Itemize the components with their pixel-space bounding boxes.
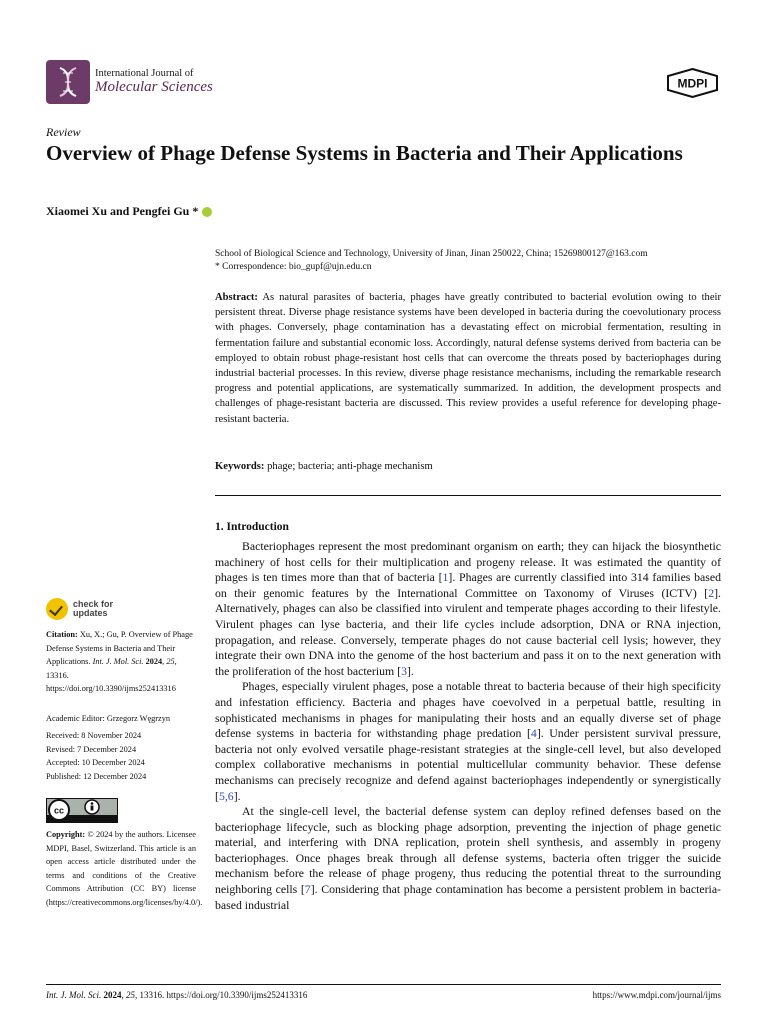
abstract bbox=[215, 290, 721, 427]
received-date: Received: 8 November 2024 bbox=[46, 731, 142, 740]
copyright-block bbox=[46, 828, 203, 909]
paragraph bbox=[215, 539, 721, 679]
paragraph-text: ]. Under persistent survival pressure, bacteria not only evolved versatile phage-resistant strategies at the single-cell level, but also developed complex collaborative mechanisms in potential multicellular community behavior. These defense mechanisms can precisely recognize and defend against bacteriophages independently or synergistically [ bbox=[215, 726, 721, 803]
affiliation-block bbox=[215, 248, 735, 274]
citation-year: 2024 bbox=[145, 657, 163, 666]
paragraph-text: Phages, especially virulent phages, pose a notable threat to bacteria because of their high specificity and infestation efficiency. Bacteria and phages have coevolved in a perpetual battle, resulting in sophisticated mechanisms in phages for manipulating their hosts and an equally diverse set of phage defense systems in bacteria for withstanding phage predation [ bbox=[215, 679, 721, 741]
footer-doi[interactable]: , 13316. https://doi.org/10.3390/ijms252413316 bbox=[135, 990, 308, 1000]
abstract-text: As natural parasites of bacteria, phages have greatly contributed to bacterial evolution owing to their persistent threat. Diverse phage resistance systems have been developed in bacteria during the coevolutionary process with phages. Conversely, phage contamination has a devastating effect on microbial fermentation, resulting in fermentation failure and substantial economic loss. Accordingly, natural defense systems derived from bacteria can be employed to obtain robust phage-resistant host cells that can overcome the threats posed by bacteriophages during industrial bacterial processes. In this review, diverse phage resistance mechanisms, including the remarkable research progress and potential applications, are systematically summarized. In addition, the development prospects and challenges of phage-resistant bacteria are discussed. This review provides a useful reference for developing phage-resistant bacteria. bbox=[215, 292, 721, 425]
affiliation: School of Biological Science and Technology, University of Jinan, Jinan 250022, China; 15269800127@163.com bbox=[215, 249, 648, 259]
citation-link[interactable]: 4 bbox=[530, 726, 537, 741]
keywords-text: phage; bacteria; anti-phage mechanism bbox=[267, 461, 433, 472]
journal-name: Molecular Sciences bbox=[95, 79, 213, 95]
check-updates-icon bbox=[46, 598, 68, 620]
citation-block: Citation: Xu, X.; Gu, P. Overview of Phage Defense Systems in Bacteria and Their Applications. Int. J. Mol. Sci. 2024, 25, 13316. https://doi.org/10.3390/ijms252413316 bbox=[46, 630, 193, 693]
section-heading: 1. Introduction bbox=[215, 521, 289, 533]
paragraph-text: ]. Alternatively, phages can also be classified into virulent and temperate phages according to their lifestyle. Virulent phages can lyse bacteria, and their life cycles include adsorption, DNA or RNA injection, propagation, and release. Conversely, temperate phages do not cause bacterial cell lysis; however, they integrate their own DNA into the genome of the host bacterium and pass it on to the next generation with the proliferation of the host bacterium [ bbox=[215, 585, 721, 678]
article-title: Overview of Phage Defense Systems in Bacteria and Their Applications bbox=[46, 141, 683, 165]
keywords bbox=[215, 461, 433, 472]
abstract-label: Abstract: bbox=[215, 292, 258, 303]
paragraph bbox=[215, 679, 721, 804]
publisher-name: MDPI bbox=[677, 76, 708, 91]
paragraph-text: ]. Considering that phage contamination has become a persistent problem in bacteria-based industrial bbox=[215, 882, 721, 912]
check-updates-text bbox=[73, 600, 113, 618]
footer-volume: 25 bbox=[126, 990, 135, 1000]
paragraph-text: At the single-cell level, the bacterial defense system can deploy refined defenses based on the bacteriophage lifecycle, such as blocking phage adsorption, preventing the injection of phage genetic material, and interfering with DNA replication, protein shell synthesis, and assembly in progeny bacteriophages. Once phages break through all defense systems, bacteria often trigger the suicide mechanism before the release of phage progeny, thus reducing the potential threat to the surrounding neighboring cells [ bbox=[215, 804, 721, 897]
check-updates-line: check for bbox=[73, 599, 114, 609]
copyright-label: Copyright: bbox=[46, 830, 86, 839]
orcid-icon[interactable] bbox=[202, 207, 212, 217]
citation-doi[interactable]: , 13316. https://doi.org/10.3390/ijms252413316 bbox=[46, 657, 177, 693]
citation-label: Citation: bbox=[46, 630, 78, 639]
footer-year: 2024 bbox=[103, 990, 122, 1000]
academic-editor: Academic Editor: Grzegorz Węgrzyn bbox=[46, 714, 171, 723]
divider bbox=[215, 495, 721, 496]
published-date: Published: 12 December 2024 bbox=[46, 771, 147, 781]
footer-url[interactable]: https://www.mdpi.com/journal/ijms bbox=[592, 990, 721, 1000]
svg-text:cc: cc bbox=[53, 805, 65, 816]
citation-text: Xu, X.; Gu, P. Overview of Phage Defense Systems in Bacteria and Their Applications. bbox=[46, 630, 193, 666]
revised-date: Revised: 7 December 2024 bbox=[46, 744, 137, 754]
check-for-updates-button[interactable] bbox=[46, 598, 113, 620]
mdpi-logo[interactable] bbox=[666, 68, 719, 98]
cc-by-license-icon[interactable] bbox=[46, 798, 118, 823]
paragraph bbox=[215, 804, 721, 913]
citation-link[interactable]: 7 bbox=[304, 882, 311, 897]
citation-link[interactable]: 5,6 bbox=[218, 788, 234, 803]
citation-journal: Int. J. Mol. Sci. bbox=[92, 657, 144, 666]
paragraph-text: ]. bbox=[233, 788, 241, 803]
citation-link[interactable]: 2 bbox=[708, 585, 715, 600]
authors-text: Xiaomei Xu and Pengfei Gu * bbox=[46, 204, 199, 218]
citation-link[interactable]: 1 bbox=[442, 570, 449, 585]
footer-citation: Int. J. Mol. Sci. 2024, 25, 13316. https://doi.org/10.3390/ijms252413316 bbox=[46, 990, 308, 1000]
authors bbox=[46, 204, 212, 219]
paragraph-text: ]. Phages are currently classified into 314 families based on their genomic features by the International Committee on Taxonomy of Viruses (ICTV) [ bbox=[215, 570, 721, 600]
journal-name-small: International Journal of bbox=[95, 68, 194, 79]
article-type: Review bbox=[46, 125, 81, 139]
check-updates-line: updates bbox=[73, 608, 108, 618]
journal-logo-icon bbox=[46, 60, 90, 104]
footer-divider bbox=[46, 984, 721, 985]
body-text bbox=[215, 539, 721, 913]
keywords-label: Keywords: bbox=[215, 461, 265, 472]
correspondence: * Correspondence: bio_gupf@ujn.edu.cn bbox=[215, 262, 372, 272]
copyright-text: © 2024 by the authors. Licensee MDPI, Basel, Switzerland. This article is an open access article distributed under the terms and conditions of the Creative Commons Attribution (CC BY) license (https://creativecommons.org/licenses/by/4.0/). bbox=[46, 830, 203, 907]
accepted-date: Accepted: 10 December 2024 bbox=[46, 758, 145, 767]
dates-block bbox=[46, 729, 196, 783]
paragraph-text: ]. bbox=[406, 663, 414, 678]
citation-link[interactable]: 3 bbox=[401, 663, 407, 678]
footer-journal: Int. J. Mol. Sci. bbox=[46, 990, 102, 1000]
paragraph-text: Bacteriophages represent the most predominant organism on earth; they can hijack the biosynthetic machinery of host cells for their multiplication and progeny release. It was estimated the quantity of phages is ten times more than that of bacteria [ bbox=[215, 539, 721, 585]
citation-volume: 25 bbox=[166, 657, 175, 666]
